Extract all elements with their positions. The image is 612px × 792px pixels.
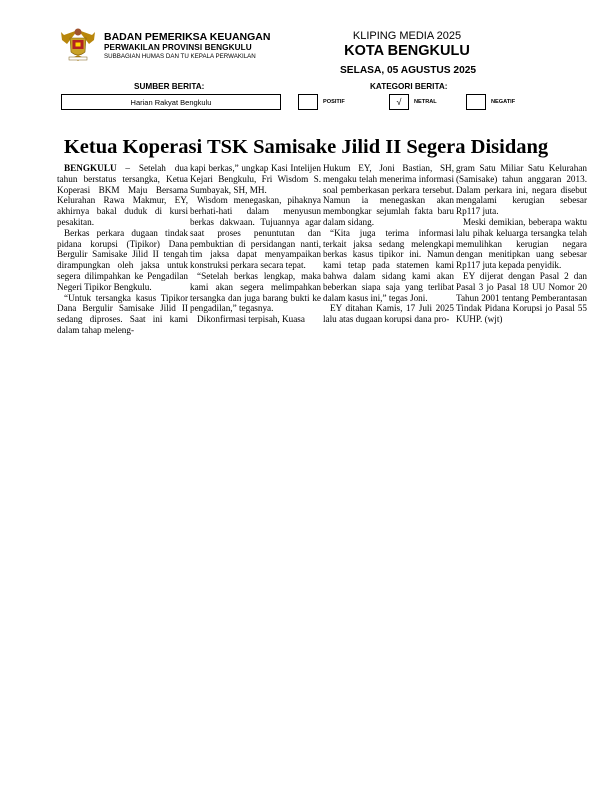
article-paragraph: Berkas perkara dugaan tindak pidana korupsi (Tipikor) Dana Bergulir Samisake Jilid II tengah dirampungkan oleh jaksa untuk segera dilimpahkan ke Pengadilan Negeri Tipikor Bengkulu. <box>57 227 188 292</box>
article-paragraph: “Setelah berkas lengkap, maka kami akan segera melimpahkan tersangka dan juga barang bukti ke pengadilan,” tegasnya. <box>190 270 321 314</box>
netral-checkbox: √ <box>389 94 409 110</box>
org-subdivision: SUBBAGIAN HUMAS DAN TU KEPALA PERWAKILAN <box>104 53 256 60</box>
article-paragraph: EY dijerat dengan Pasal 2 dan Pasal 3 jo Pasal 18 UU Nomor 20 Tahun 2001 tentang Pemberantasan Tindak Pidana Korupsi jo Pasal 55 KUHP. (wjt) <box>456 270 587 325</box>
date-label: SELASA, 05 AGUSTUS 2025 <box>340 65 477 76</box>
article-paragraph: Hukum EY, Joni Bastian, SH, mengaku telah menerima informasi soal pemberkasan perkara tersebut. Namun ia menegaskan akan membongkar sejumlah fakta baru dalam sidang. <box>323 163 454 227</box>
article-paragraph: Wisdom menegaskan, pihaknya berhati-hati dalam menyusun berkas dakwaan. Tujuannya agar saat proses penuntutan dan pembuktian di persidangan nanti, tim jaksa dapat menyampaikan konstruksi perkara secara tepat. <box>190 195 321 271</box>
city-title: KOTA BENGKULU <box>344 43 470 59</box>
article-paragraph: “Kita juga terima informasi terkait jaksa sedang melengkapi berkas kasus tipikor ini. Namun kami tetap pada statemen kami bahwa dalam sidang kami akan beberkan siapa saja yang terlibat dalam kasus ini,” tegas Joni. <box>323 227 454 303</box>
article-paragraph: Meski demikian, beberapa waktu lalu pihak keluarga tersangka telah memulihkan kerugian negara dengan menitipkan uang sebesar Rp117 juta kepada penyidik. <box>456 216 587 271</box>
category-label: KATEGORI BERITA: <box>370 82 448 91</box>
article-paragraph: kapi berkas,” ungkap Kasi Intelijen Kejari Bengkulu, Fri Wisdom S. Sumbayak, SH, MH. <box>190 163 321 195</box>
positif-checkbox <box>298 94 318 110</box>
kliping-title: KLIPING MEDIA 2025 <box>352 30 462 42</box>
positif-label: POSITIF <box>323 99 345 105</box>
article-column-4 <box>456 163 587 325</box>
article-column-2 <box>190 163 321 325</box>
article-dateline: BENGKULU <box>64 163 117 173</box>
netral-label: NETRAL <box>414 99 437 105</box>
org-branch: PERWAKILAN PROVINSI BENGKULU <box>104 43 252 52</box>
article-paragraph: EY ditahan Kamis, 17 Juli 2025 lalu atas dugaan korupsi dana pro- <box>323 303 454 325</box>
negatif-label: NEGATIF <box>491 99 516 105</box>
negatif-checkbox <box>466 94 486 110</box>
source-field: Harian Rakyat Bengkulu <box>61 94 281 110</box>
article-column-1 <box>57 163 188 336</box>
source-label: SUMBER BERITA: <box>134 82 205 91</box>
article-paragraph: Dikonfirmasi terpisah, Kuasa <box>197 314 305 325</box>
org-name: BADAN PEMERIKSA KEUANGAN <box>104 31 271 43</box>
article-column-3 <box>323 163 454 325</box>
article-headline: Ketua Koperasi TSK Samisake Jilid II Segera Disidang <box>63 136 549 158</box>
article-paragraph: BENGKULU – Setelah dua tahun berstatus tersangka, Ketua Koperasi BKM Maju Bersama Kelurahan Rawa Makmur, EY, akhirnya bakal duduk di kursi pesakitan. <box>57 163 188 227</box>
article-paragraph: “Untuk tersangka kasus Tipikor Dana Bergulir Samisake Jilid II sedang diproses. Saat ini kami dalam tahap meleng- <box>57 292 188 335</box>
garuda-emblem-icon <box>58 24 98 64</box>
article-paragraph: gram Satu Miliar Satu Kelurahan (Samisake) tahun anggaran 2013. Dalam perkara ini, negara disebut mengalami kerugian sebesar Rp117 juta. <box>456 163 587 217</box>
